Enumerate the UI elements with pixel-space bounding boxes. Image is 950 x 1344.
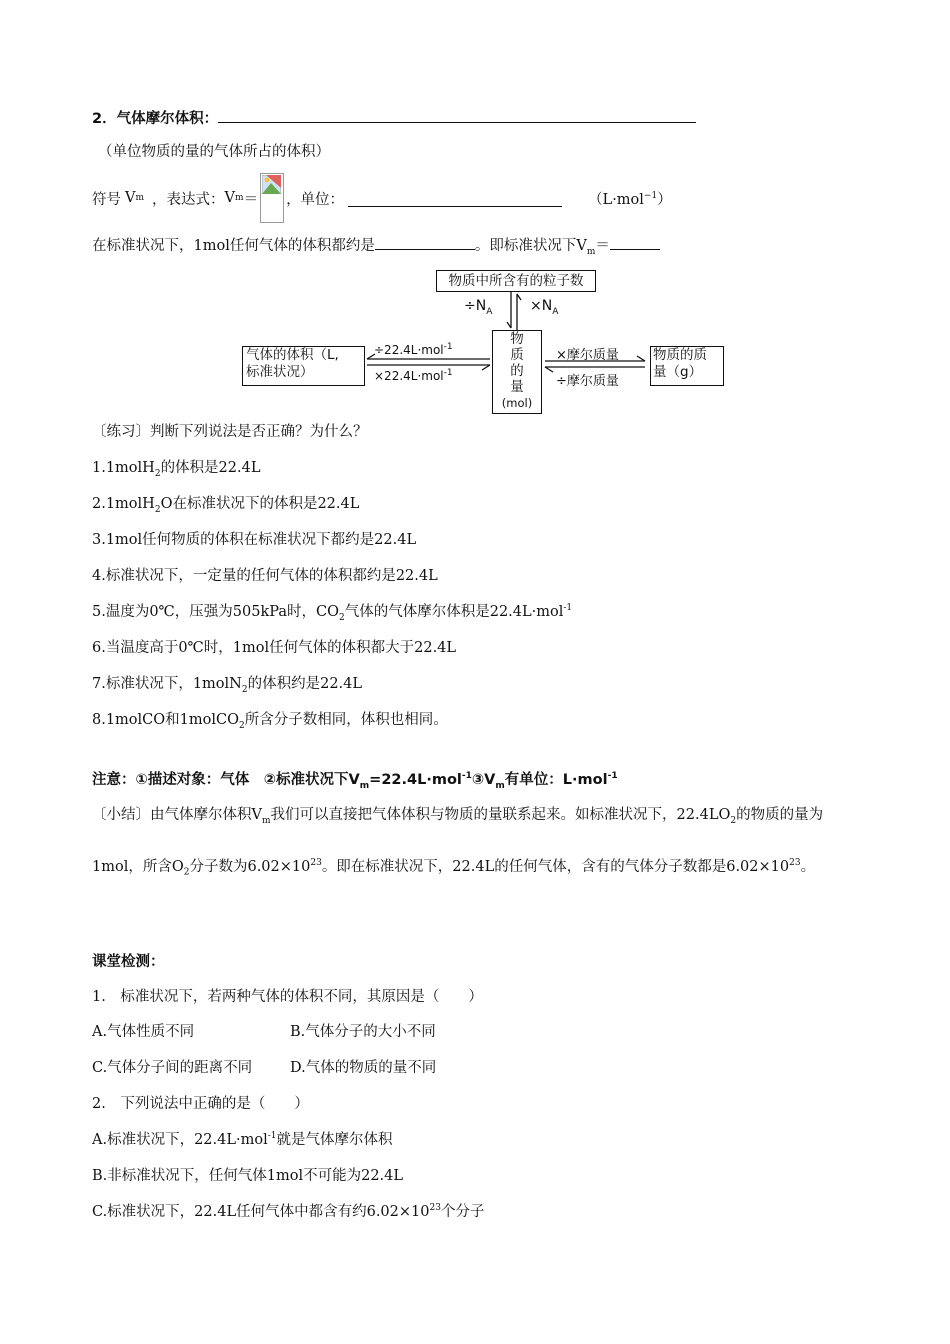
particle-count-box: 物质中所含有的粒子数: [436, 270, 596, 292]
practice-item-2: [92, 492, 359, 515]
notice-sup-1: -1: [461, 771, 472, 782]
practice-item-7-sub: 2: [241, 684, 248, 695]
practice-item-8-pre: 8.1molCO和1molCO: [92, 712, 239, 728]
gas-volume-line2: 标准状况）: [246, 364, 314, 380]
right-arrow-top-label: ×摩尔质量: [556, 348, 619, 363]
summary-t2: 我们可以直接把气体体积与物质的量联系起来。如标准状况下，22.4LO: [270, 807, 731, 823]
summary-t1: 〔小结〕由气体摩尔体积V: [92, 807, 262, 823]
quiz-q2-option-c-sup: 23: [429, 1203, 441, 1214]
practice-item-5-sup: -1: [563, 603, 573, 614]
standard-state-text: 在标准状况下，1mol任何气体的体积都约是: [92, 238, 375, 254]
quiz-q2-option-c-post: 个分子: [440, 1204, 485, 1220]
left-arrow-bottom-label: [374, 368, 453, 383]
summary-t4: 分子数为6.02×10: [189, 858, 311, 875]
summary-t5: 。即在标准状况下，22.4L的任何气体，含有的气体分子数都是6.02×10: [321, 858, 790, 875]
quiz-question-1: 1. 标准状况下，若两种气体的体积不同，其原因是（ ）: [92, 989, 483, 1005]
practice-item-8-post: 所含分子数相同，体积也相同。: [244, 712, 448, 728]
right-arrow-bottom-label: ÷摩尔质量: [556, 374, 619, 389]
practice-item-1-post: 的体积是22.4L: [160, 460, 261, 476]
left-arrow-bottom-text: ×22.4L·mol: [374, 369, 444, 383]
left-arrow-top-label: [374, 342, 453, 357]
practice-header: 〔练习〕判断下列说法是否正确？为什么？: [92, 424, 368, 440]
practice-item-1-sub: 2: [154, 468, 161, 479]
quiz-question-2: 2. 下列说法中正确的是（ ）: [92, 1096, 309, 1112]
unit-hint-sup: −1: [643, 190, 658, 201]
quiz-q2-option-c[interactable]: [92, 1200, 484, 1221]
expression-lhs: V: [224, 190, 236, 206]
notice-part-2: =22.4L·mol: [369, 772, 462, 788]
practice-item-4: 4.标准状况下，一定量的任何气体的体积都约是22.4L: [92, 568, 438, 584]
section-note: （单位物质的量的气体所占的体积）: [98, 144, 330, 160]
fraction-image-placeholder: [260, 173, 284, 223]
practice-item-2-pre: 2.1molH: [92, 496, 155, 512]
unit-hint: [588, 188, 672, 209]
unit-label: ，单位：: [286, 191, 345, 208]
practice-item-3: 3.1mol任何物质的体积在标准状况下都约是22.4L: [92, 532, 417, 548]
expression-lhs-sub: m: [235, 193, 244, 203]
multiply-na-sub: A: [552, 306, 559, 317]
symbol-sub: m: [135, 193, 145, 203]
practice-item-1-pre: 1.1molH: [92, 460, 155, 476]
standard-vm-blank[interactable]: [610, 233, 660, 250]
unit-hint-text: （L·mol: [588, 191, 644, 208]
amount-unit: (mol): [501, 396, 533, 410]
amount-char-1: 物: [510, 331, 524, 347]
summary-t2-sub: 2: [730, 815, 737, 826]
quiz-q2-option-a-pre: A.标准状况下，22.4L·mol: [92, 1132, 268, 1148]
symbol-line: [92, 172, 672, 224]
definition-blank[interactable]: [218, 106, 696, 123]
practice-item-5-sub: 2: [338, 612, 345, 623]
mass-line2: 量（g）: [653, 364, 703, 380]
notice-sub-1: m: [359, 780, 370, 791]
practice-item-7-post: 的体积约是22.4L: [247, 676, 363, 692]
summary-t4-sup: 23: [310, 857, 322, 868]
standard-vm-eq: ＝: [595, 238, 610, 254]
practice-item-8: [92, 708, 448, 731]
divide-na-text: ÷N: [464, 298, 487, 314]
practice-item-1: [92, 456, 260, 479]
diagram-arrows: [240, 268, 730, 414]
notice-part-1: 注意：①描述对象：气体 ②标准状况下V: [92, 772, 360, 788]
quiz-q2-option-a-sup: -1: [267, 1131, 277, 1142]
expression-label: ，表达式：: [152, 191, 225, 208]
section-title: [92, 106, 696, 128]
amount-char-3: 的: [510, 363, 524, 379]
section-title-text: 2．气体摩尔体积：: [92, 111, 219, 127]
quiz-q1-option-a[interactable]: A.气体性质不同: [92, 1024, 195, 1040]
practice-item-8-sub: 2: [238, 720, 245, 731]
quiz-q1-option-d[interactable]: D.气体的物质的量不同: [290, 1060, 437, 1076]
multiply-na-text: ×N: [530, 298, 553, 314]
notice-line: [92, 768, 618, 791]
quiz-q1-option-b[interactable]: B.气体分子的大小不同: [290, 1024, 436, 1040]
summary-t3-sub: 2: [183, 867, 190, 878]
practice-item-5-post: 气体的气体摩尔体积是22.4L·mol: [344, 604, 564, 620]
summary-paragraph: [92, 794, 872, 894]
expression-eq: ＝: [243, 191, 259, 208]
quiz-q2-option-a[interactable]: [92, 1128, 393, 1149]
practice-item-5-pre: 5.温度为0℃，压强为505kPa时，CO: [92, 604, 339, 620]
gas-volume-box: [242, 346, 365, 386]
symbol-prefix: 符号: [92, 191, 121, 208]
standard-vm-text: 。即标准状况下V: [474, 238, 587, 254]
summary-t1-sub: m: [261, 815, 271, 826]
quiz-q2-option-a-post: 就是气体摩尔体积: [276, 1132, 393, 1148]
notice-sub-2: m: [495, 780, 505, 791]
summary-t6: 。: [800, 858, 816, 875]
broken-image-icon: [262, 175, 281, 194]
standard-vm-sub: m: [586, 246, 596, 257]
summary-t3: 的物质的量为1mol，所含O: [92, 807, 824, 875]
quiz-q2-option-c-pre: C.标准状况下，22.4L任何气体中都含有约6.02×10: [92, 1204, 430, 1220]
notice-part-4: 有单位：L·mol: [504, 772, 608, 788]
left-arrow-top-text: ÷22.4L·mol: [374, 343, 444, 357]
practice-item-6: 6.当温度高于0℃时，1mol任何气体的体积都大于22.4L: [92, 640, 457, 656]
practice-item-2-post: O在标准状况下的体积是22.4L: [160, 496, 360, 512]
mass-line1: 物质的质: [653, 347, 707, 363]
quiz-q2-option-b[interactable]: B.非标准状况下，任何气体1mol不可能为22.4L: [92, 1168, 404, 1184]
quiz-header: 课堂检测：: [92, 954, 165, 970]
right-arrow-top-head: [637, 356, 645, 361]
divide-na-sub: A: [486, 306, 493, 317]
practice-item-7-pre: 7.标准状况下，1molN: [92, 676, 242, 692]
notice-sup-2: -1: [607, 771, 618, 782]
standard-volume-blank[interactable]: [375, 233, 475, 250]
left-arrow-bottom-head: [482, 365, 490, 370]
unit-hint-end: ）: [657, 191, 672, 208]
practice-item-5: [92, 600, 572, 623]
practice-item-7: [92, 672, 362, 695]
amount-char-4: 量: [510, 379, 524, 395]
gas-volume-line1: 气体的体积（L,: [246, 347, 339, 363]
conversion-diagram: [240, 268, 730, 414]
right-arrow-bottom-head: [545, 367, 553, 372]
summary-t5-sup: 23: [789, 857, 801, 868]
amount-char-2: 质: [510, 347, 524, 363]
unit-blank[interactable]: [348, 190, 562, 207]
notice-part-3: ③V: [471, 772, 496, 788]
symbol: V: [125, 190, 136, 206]
amount-of-substance-box: [492, 330, 542, 414]
left-arrow-bottom-sup: -1: [443, 368, 453, 378]
practice-item-2-sub: 2: [154, 504, 161, 515]
mass-box: [650, 346, 724, 386]
standard-state-line: [92, 233, 660, 257]
quiz-q1-option-c[interactable]: C.气体分子间的距离不同: [92, 1060, 253, 1076]
left-arrow-top-sup: -1: [443, 342, 453, 352]
